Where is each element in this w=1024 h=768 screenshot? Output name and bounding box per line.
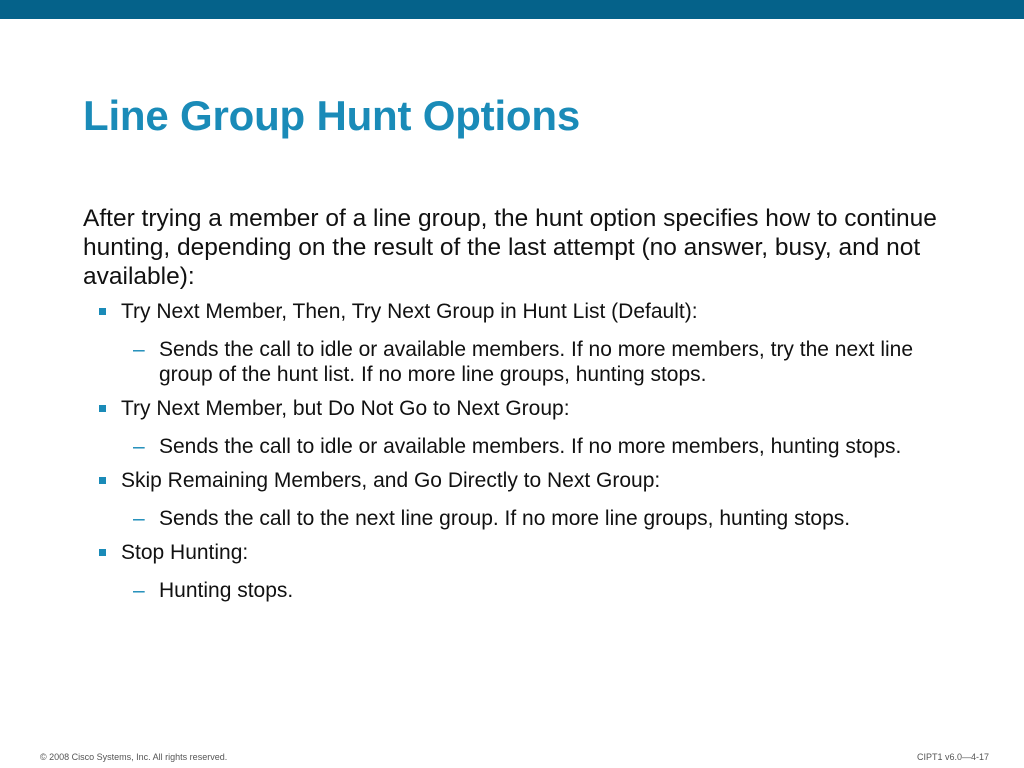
dash-bullet-icon: – [133, 338, 145, 361]
bullet-item-try-next-member-no-group [95, 396, 955, 459]
bullet-label: Try Next Member, but Do Not Go to Next Group: [121, 397, 570, 420]
sub-list [121, 434, 955, 459]
square-bullet-icon [99, 549, 106, 556]
sub-list [121, 337, 955, 387]
square-bullet-icon [99, 308, 106, 315]
square-bullet-icon [99, 405, 106, 412]
sub-item-text: Sends the call to idle or available members. If no more members, hunting stops. [159, 435, 902, 458]
bullet-label: Try Next Member, Then, Try Next Group in Hunt List (Default): [121, 300, 698, 323]
sub-list [121, 578, 955, 603]
dash-bullet-icon: – [133, 507, 145, 530]
bullet-item-stop-hunting [95, 540, 955, 603]
sub-item [121, 337, 939, 387]
dash-bullet-icon: – [133, 435, 145, 458]
sub-item-text: Hunting stops. [159, 579, 294, 602]
dash-bullet-icon: – [133, 579, 145, 602]
sub-item [121, 506, 939, 531]
sub-item [121, 434, 939, 459]
sub-item-text: Sends the call to the next line group. If no more line groups, hunting stops. [159, 507, 851, 530]
square-bullet-icon [99, 477, 106, 484]
footer-copyright: © 2008 Cisco Systems, Inc. All rights reserved. [40, 752, 228, 762]
bullet-item-try-next-member-then-group [95, 299, 955, 387]
bullet-label: Skip Remaining Members, and Go Directly to Next Group: [121, 469, 661, 492]
footer-slide-id: CIPT1 v6.0—4-17 [916, 752, 989, 762]
sub-list [121, 506, 955, 531]
bullet-list [95, 299, 955, 612]
slide-title: Line Group Hunt Options [83, 92, 581, 139]
top-banner-bar [0, 0, 1024, 19]
bullet-item-skip-remaining-members [95, 468, 955, 531]
intro-paragraph: After trying a member of a line group, the hunt option specifies how to continue hunting, depending on the result of the last attempt (no answer, busy, and not available): [83, 205, 937, 290]
bullet-label: Stop Hunting: [121, 541, 249, 564]
sub-item-text: Sends the call to idle or available members. If no more members, try the next line group of the hunt list. If no more line groups, hunting stops. [159, 338, 914, 386]
sub-item [121, 578, 939, 603]
